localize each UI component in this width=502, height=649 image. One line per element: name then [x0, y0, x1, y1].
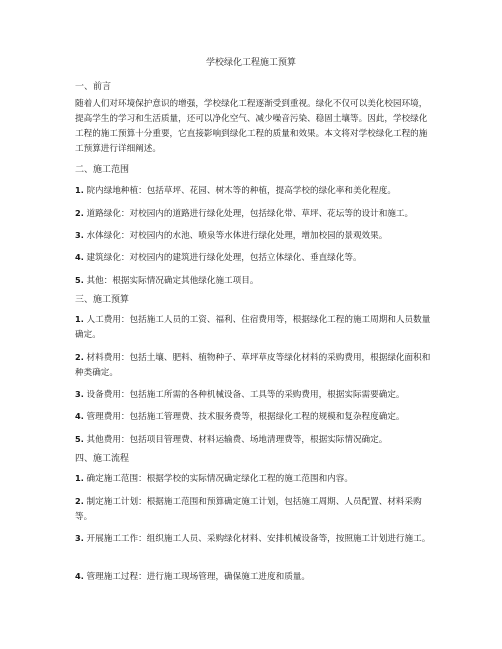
item-text: 院内绿地种植：包括草坪、花园、树木等的种植，提高学校的绿化率和美化程度。 [86, 186, 396, 196]
item-number: 1. [75, 473, 84, 483]
list-item [75, 183, 433, 199]
section-heading-scope: 二、施工范围 [75, 165, 130, 175]
section-heading-budget: 三、施工预算 [75, 295, 130, 305]
item-number: 5. [75, 275, 84, 285]
list-item [75, 350, 433, 381]
list-item [75, 531, 433, 547]
item-text: 其他：根据实际情况确定其他绿化施工项目。 [86, 276, 259, 286]
item-number: 2. [75, 208, 84, 218]
document-title: 学校绿化工程施工预算 [205, 58, 296, 68]
preface-paragraph: 随着人们对环境保护意识的增强，学校绿化工程逐渐受到重视。绿化不仅可以美化校园环境，提高学生的学习和生活质量，还可以净化空气、减少噪音污染、稳固土壤等。因此，学校绿化工程的施工预算十分重要，它直接影响到绿化工程的质量和效果。本文将对学校绿化工程的施工预算进行详细阐述。 [75, 99, 428, 154]
item-text: 管理费用：包括施工管理费、技术服务费等，根据绿化工程的规模和复杂程度确定。 [86, 412, 405, 422]
item-number: 3. [75, 230, 84, 240]
list-item [75, 387, 433, 403]
list-item [75, 409, 433, 425]
item-text: 制定施工计划：根据施工范围和预算确定施工计划，包括施工周期、人员配置、材料采购等。 [75, 497, 422, 522]
item-text: 水体绿化：对校园内的水池、喷泉等水体进行绿化处理，增加校园的景观效果。 [86, 231, 388, 241]
item-text: 道路绿化：对校园内的道路进行绿化处理，包括绿化带、草坪、花坛等的设计和施工。 [86, 209, 414, 219]
list-item [75, 250, 433, 266]
item-number: 5. [75, 434, 84, 444]
item-text: 管理施工过程：进行施工现场管理，确保施工进度和质量。 [86, 572, 310, 582]
item-number: 4. [75, 571, 84, 581]
list-item [75, 494, 433, 525]
item-text: 其他费用：包括项目管理费、材料运输费、场地清理费等，根据实际情况确定。 [86, 435, 388, 445]
section-heading-preface: 一、前言 [75, 82, 112, 92]
item-number: 3. [75, 389, 84, 399]
list-item [75, 312, 433, 343]
item-text: 材料费用：包括土壤、肥料、植物种子、草坪草皮等绿化材料的采购费用，根据绿化面积和种类确定。 [75, 353, 431, 378]
list-item [75, 471, 433, 487]
section-heading-process: 四、施工流程 [75, 454, 130, 464]
list-item [75, 273, 433, 289]
list-item [75, 432, 433, 448]
item-text: 设备费用：包括施工所需的各种机械设备、工具等的采购费用，根据实际需要确定。 [86, 390, 405, 400]
item-number: 1. [75, 185, 84, 195]
item-number: 4. [75, 252, 84, 262]
item-text: 人工费用：包括施工人员的工资、福利、住宿费用等，根据绿化工程的施工周期和人员数量确定。 [75, 315, 431, 340]
item-text: 建筑绿化：对校园内的建筑进行绿化处理，包括立体绿化、垂直绿化等。 [86, 253, 362, 263]
item-text: 确定施工范围：根据学校的实际情况确定绿化工程的施工范围和内容。 [86, 474, 353, 484]
list-item [75, 228, 433, 244]
item-text: 开展施工工作：组织施工人员、采购绿化材料、安排机械设备等，按照施工计划进行施工。 [86, 534, 431, 544]
item-number: 2. [75, 352, 84, 362]
item-number: 3. [75, 533, 84, 543]
item-number: 4. [75, 411, 84, 421]
item-number: 1. [75, 314, 84, 324]
item-number: 2. [75, 496, 84, 506]
list-item [75, 569, 433, 585]
list-item [75, 206, 433, 222]
